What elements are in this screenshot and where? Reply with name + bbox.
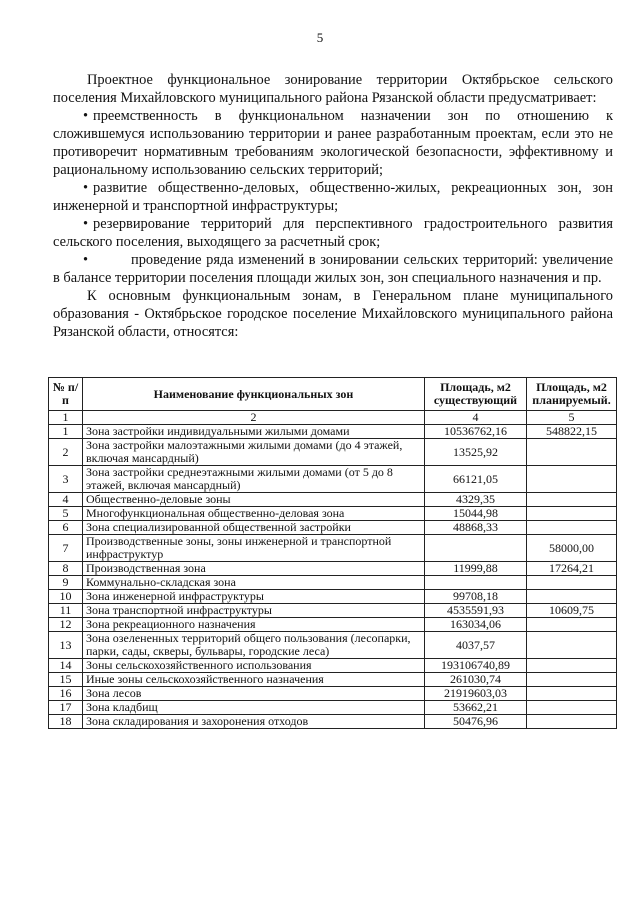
table-row [49,535,617,562]
area-existing: 13525,92 [425,439,527,466]
area-planned [527,590,617,604]
zone-name: Зона кладбищ [83,701,425,715]
area-planned [527,687,617,701]
page-number: 5 [316,30,324,45]
zone-name: Зона застройки среднеэтажными жилыми домами (от 5 до 8 этажей, включая мансардный) [83,466,425,493]
zone-name: Зона складирования и захоронения отходов [83,715,425,729]
colnum-cell: 1 [49,411,83,425]
area-planned: 58000,00 [527,535,617,562]
area-planned [527,659,617,673]
zone-name: Зона инженерной инфраструктуры [83,590,425,604]
zone-name: Зоны сельскохозяйственного использования [83,659,425,673]
area-planned [527,632,617,659]
bullet-text: развитие общественно-деловых, общественно-жилых, рекреационных зон, зон инженерной и транспортной инфраструктуры; [53,180,613,214]
row-number: 8 [49,562,83,576]
zones-table [48,377,617,729]
zone-name: Зона застройки малоэтажными жилыми домами (до 4 этажей, включая мансардный) [83,439,425,466]
intro-paragraph: Проектное функциональное зонирование территории Октябрьское сельского поселения Михайловского муниципального района Рязанской области предусматривает: [53,72,613,106]
table-row [49,659,617,673]
header-number: № п/п [49,378,83,411]
row-number: 9 [49,576,83,590]
area-planned [527,466,617,493]
area-existing: 193106740,89 [425,659,527,673]
bullet-icon: • [83,252,89,268]
area-planned [527,618,617,632]
table-row [49,687,617,701]
area-planned [527,493,617,507]
bullet-icon: • [83,216,89,232]
area-existing: 99708,18 [425,590,527,604]
row-number: 2 [49,439,83,466]
bullet-icon: • [83,108,89,124]
table-row [49,701,617,715]
area-planned [527,701,617,715]
area-existing: 15044,98 [425,507,527,521]
header-area-existing: Площадь, м2 существующий [425,378,527,411]
row-number: 6 [49,521,83,535]
table-row [49,590,617,604]
header-area-planned: Площадь, м2 планируемый. [527,378,617,411]
area-planned: 17264,21 [527,562,617,576]
table-row [49,632,617,659]
area-planned [527,576,617,590]
zone-name: Зона транспортной инфраструктуры [83,604,425,618]
zone-name: Общественно-деловые зоны [83,493,425,507]
area-existing: 21919603,03 [425,687,527,701]
row-number: 10 [49,590,83,604]
body-text [53,71,613,341]
zone-name: Иные зоны сельскохозяйственного назначения [83,673,425,687]
table-row [49,604,617,618]
bullet-item [53,179,613,215]
header-zone-name: Наименование функциональных зон [83,378,425,411]
table-colnum-row [49,411,617,425]
row-number: 5 [49,507,83,521]
table-row [49,439,617,466]
bullet-text: проведение ряда изменений в зонировании сельских территорий: увеличение в балансе территории поселения площади жилых зон, зон специального назначения и пр. [53,252,613,286]
area-existing: 53662,21 [425,701,527,715]
table-row [49,618,617,632]
area-existing: 10536762,16 [425,425,527,439]
row-number: 16 [49,687,83,701]
zone-name: Зона застройки индивидуальными жилыми домами [83,425,425,439]
row-number: 1 [49,425,83,439]
bullet-item [53,107,613,179]
area-existing: 50476,96 [425,715,527,729]
row-number: 12 [49,618,83,632]
table-row [49,507,617,521]
area-planned [527,507,617,521]
area-planned [527,521,617,535]
area-planned [527,439,617,466]
row-number: 18 [49,715,83,729]
row-number: 17 [49,701,83,715]
row-number: 13 [49,632,83,659]
table-row [49,562,617,576]
area-planned [527,715,617,729]
row-number: 4 [49,493,83,507]
table-row [49,493,617,507]
area-existing [425,576,527,590]
colnum-cell: 4 [425,411,527,425]
colnum-cell: 5 [527,411,617,425]
area-existing [425,535,527,562]
zone-name: Зона специализированной общественной застройки [83,521,425,535]
bullet-text: резервирование территорий для перспективного градостроительного развития сельского поселения, выходящего за расчетный срок; [53,216,613,250]
area-existing: 4535591,93 [425,604,527,618]
area-existing: 66121,05 [425,466,527,493]
bullet-item [53,251,613,287]
row-number: 14 [49,659,83,673]
table-row [49,425,617,439]
row-number: 11 [49,604,83,618]
area-planned [527,673,617,687]
table-header-row [49,378,617,411]
row-number: 15 [49,673,83,687]
bullet-item [53,215,613,251]
zone-name: Коммунально-складская зона [83,576,425,590]
zone-name: Зона озелененных территорий общего пользования (лесопарки, парки, сады, скверы, бульвары, городские леса) [83,632,425,659]
zone-name: Зона рекреационного назначения [83,618,425,632]
table-row [49,715,617,729]
table-row [49,521,617,535]
zone-name: Производственные зоны, зоны инженерной и транспортной инфраструктур [83,535,425,562]
area-planned: 548822,15 [527,425,617,439]
area-planned: 10609,75 [527,604,617,618]
zone-name: Зона лесов [83,687,425,701]
area-existing: 4329,35 [425,493,527,507]
row-number: 3 [49,466,83,493]
table-row [49,466,617,493]
outro-paragraph: К основным функциональным зонам, в Генеральном плане муниципального образования - Октябрьское городское поселение Михайловского муниципального района Рязанской области, относятся: [53,288,613,340]
area-existing: 11999,88 [425,562,527,576]
zone-name: Производственная зона [83,562,425,576]
table-row [49,576,617,590]
zone-name: Многофункциональная общественно-деловая зона [83,507,425,521]
area-existing: 4037,57 [425,632,527,659]
bullet-text: преемственность в функциональном назначении зон по отношению к сложившемуся использованию территории и ранее разработанным проектам, если это не противоречит нормативным требованиям экологической безопасности, эффективному и рациональному использованию сельских территорий; [53,108,613,178]
area-existing: 48868,33 [425,521,527,535]
colnum-cell: 2 [83,411,425,425]
bullet-icon: • [83,180,89,196]
area-existing: 163034,06 [425,618,527,632]
area-existing: 261030,74 [425,673,527,687]
row-number: 7 [49,535,83,562]
table-row [49,673,617,687]
